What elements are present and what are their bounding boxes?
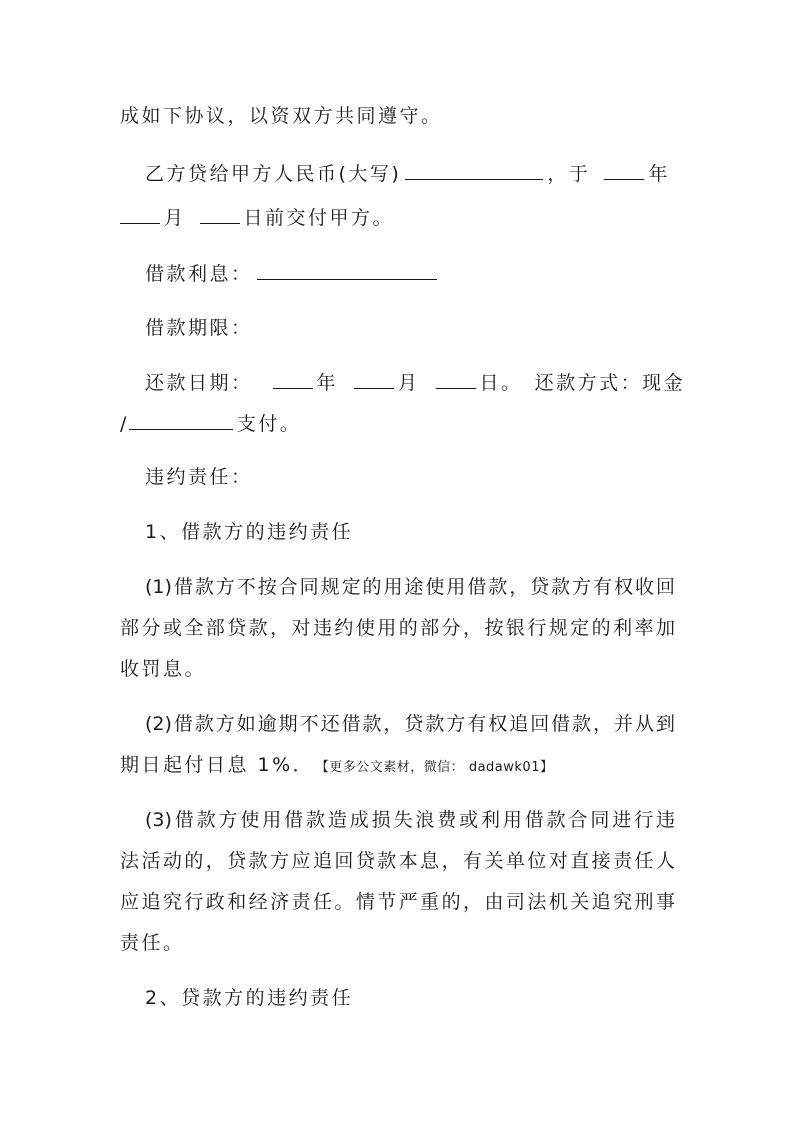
delivery-label: 日前交付甲方。 (243, 207, 395, 229)
repay-year-blank[interactable] (273, 370, 313, 389)
section-2-heading: 2、贷款方的违约责任 (145, 987, 354, 1009)
daily-interest-text: 期日起付日息 1%． (120, 754, 315, 776)
amount-blank[interactable] (405, 161, 543, 180)
repay-method-label: 还款方式：现金 (534, 372, 686, 394)
clause-2-line-2 (120, 753, 675, 780)
clause-2-line-1: (2)借款方如逾期不还借款，贷款方有权追回借款，并从到 (145, 713, 675, 735)
loan-amount-label: 乙方贷给甲方人民币(大写) (145, 163, 402, 185)
clause-1-line-1: (1)借款方不按合同规定的用途使用借款，贷款方有权收回 (145, 576, 675, 598)
month-label: 月 (164, 207, 186, 229)
year-blank[interactable] (604, 161, 644, 180)
promo-note: 【更多公文素材，微信： dadawk01】 (322, 760, 554, 775)
clause-3-line-4: 责任。 (120, 932, 185, 954)
method-blank[interactable] (129, 411, 233, 430)
payment-label: 支付。 (236, 413, 302, 435)
clause-1-line-3: 收罚息。 (120, 658, 207, 680)
loan-amount-line (120, 161, 675, 186)
repay-year-label: 年 (316, 372, 339, 394)
loan-date-line (120, 205, 675, 230)
repayment-method-line (120, 411, 675, 436)
interest-label: 借款利息： (145, 263, 253, 285)
day-blank[interactable] (200, 205, 240, 224)
loan-comma-yu: ，于 (547, 163, 591, 185)
clause-3-line-2: 法活动的，贷款方应追回贷款本息，有关单位对直接责任人 (120, 850, 675, 872)
repay-month-blank[interactable] (354, 370, 394, 389)
repay-date-label: 还款日期： (145, 372, 253, 394)
year-label: 年 (648, 163, 670, 185)
liability-heading: 违约责任： (145, 466, 253, 488)
slash-label: / (120, 413, 129, 435)
clause-3-line-3: 应追究行政和经济责任。情节严重的，由司法机关追究刑事 (120, 891, 675, 913)
section-1-heading: 1、借款方的违约责任 (145, 521, 354, 543)
repayment-line (120, 370, 686, 395)
clause-3-line-1: (3)借款方使用借款造成损失浪费或利用借款合同进行违 (145, 809, 675, 831)
repay-day-blank[interactable] (436, 370, 476, 389)
term-line: 借款期限： (145, 317, 253, 339)
clause-1-line-2: 部分或全部贷款，对违约使用的部分，按银行规定的利率加 (120, 617, 675, 639)
repay-month-label: 月 (398, 372, 420, 394)
month-blank[interactable] (120, 205, 160, 224)
interest-blank[interactable] (257, 261, 437, 280)
agreement-intro-line: 成如下协议，以资双方共同遵守。 (120, 105, 443, 127)
repay-day-label: 日。 (479, 372, 523, 394)
interest-line (120, 261, 675, 286)
